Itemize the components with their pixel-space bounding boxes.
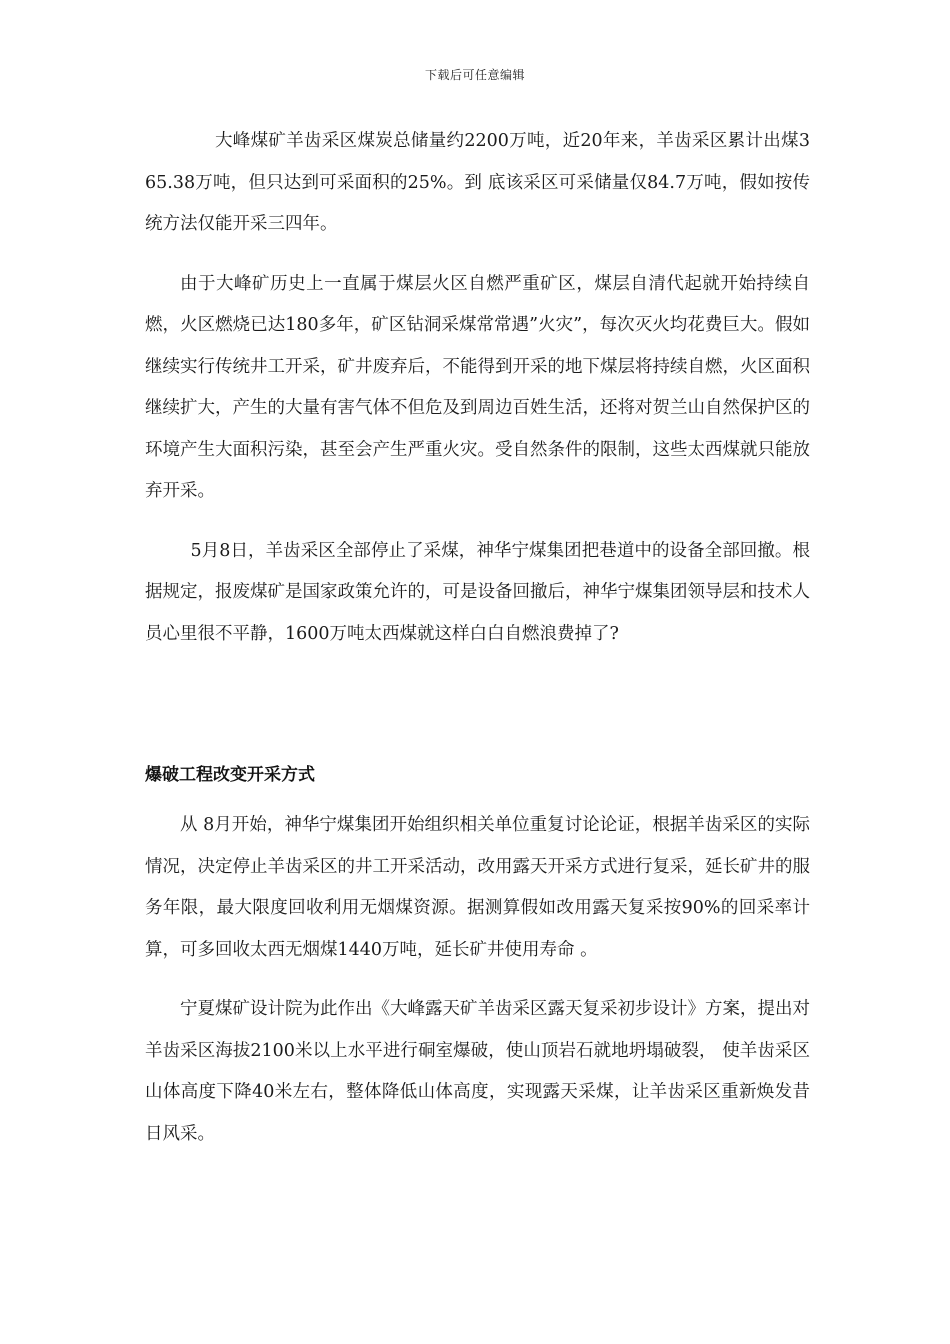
paragraph-open-pit-plan: 从 8月开始，神华宁煤集团开始组织相关单位重复讨论论证，根据羊齿采区的实际情况，决定停止羊齿采区的井工开采活动，改用露天开采方式进行复采，延长矿井的服务年限，最大限度回收利用无烟煤资源。据测算假如改用露天复采按90%的回采率计算，可多回收太西无烟煤1440万吨，延长矿井使用寿命 。 (145, 815, 810, 960)
document-body (145, 121, 810, 1155)
paragraph-mining-stopped: 5月8日，羊齿采区全部停止了采煤，神华宁煤集团把巷道中的设备全部回撤。根据规定，报废煤矿是国家政策允许的，可是设备回撤后，神华宁煤集团领导层和技术人员心里很不平静，1600万吨太西煤就这样白白自燃浪费掉了? (145, 540, 810, 644)
paragraph-blasting-design: 宁夏煤矿设计院为此作出《大峰露天矿羊齿采区露天复采初步设计》方案，提出对羊齿采区海拔2100米以上水平进行硐室爆破，使山顶岩石就地坍塌破裂， 使羊齿采区山体高度下降40米左右，整体降低山体高度，实现露天采煤，让羊齿采区重新焕发昔日风采。 (145, 999, 810, 1144)
paragraph-reserves: 大峰煤矿羊齿采区煤炭总储量约2200万吨，近20年来，羊齿采区累计出煤365.38万吨，但只达到可采面积的25%。到 底该采区可采储量仅84.7万吨，假如按传统方法仅能开采三四年。 (145, 131, 810, 234)
section-heading: 爆破工程改变开采方式 (145, 765, 315, 785)
page-header: 下载后可任意编辑 (424, 68, 525, 82)
paragraph-fire-history: 由于大峰矿历史上一直属于煤层火区自燃严重矿区，煤层自清代起就开始持续自燃，火区燃烧已达180多年，矿区钻洞采煤常常遇”火灾”，每次灭火均花费巨大。假如继续实行传统井工开采，矿井废弃后，不能得到开采的地下煤层将持续自燃，火区面积继续扩大，产生的大量有害气体不但危及到周边百姓生活，还将对贺兰山自然保护区的环境产生大面积污染，甚至会产生严重火灾。受自然条件的限制，这些太西煤就只能放弃开采。 (145, 273, 810, 501)
